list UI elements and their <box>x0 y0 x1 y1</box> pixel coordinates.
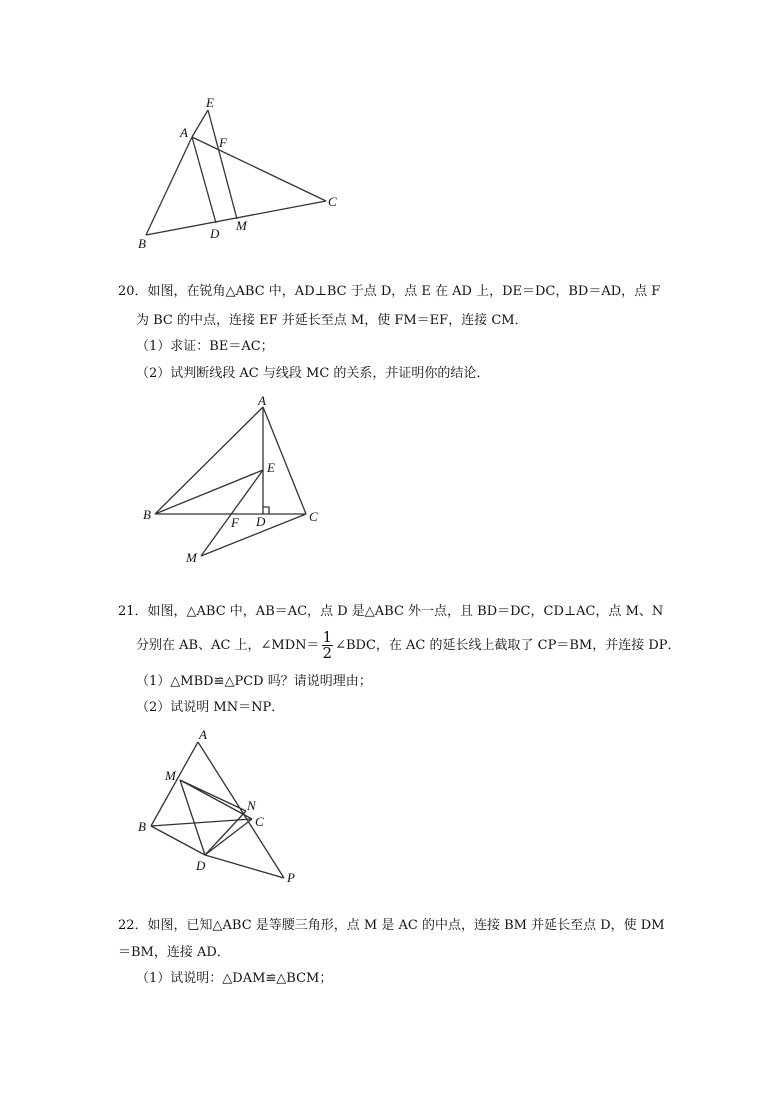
right-angle-mark <box>263 507 269 514</box>
segment-DN <box>205 811 246 855</box>
label-M: M <box>186 550 197 565</box>
fraction-numerator: 1 <box>322 628 333 646</box>
label-A: A <box>199 727 207 742</box>
segment-AC <box>192 137 326 201</box>
label-A: A <box>180 125 188 140</box>
segment-EM <box>208 110 237 219</box>
segment-DC <box>205 819 252 855</box>
segment-AD <box>192 137 216 223</box>
q21-statement-line2 <box>136 630 681 661</box>
label-M: M <box>165 768 176 783</box>
label-F: F <box>219 135 227 150</box>
q22-part1: （1）试说明：△DAM≌△BCM； <box>136 971 333 986</box>
figure-q19 <box>130 90 350 255</box>
q21-part1: （1）△MBD≌△PCD 吗？请说明理由； <box>136 674 372 689</box>
label-D: D <box>196 858 206 873</box>
label-P: P <box>287 870 295 885</box>
label-M: M <box>236 218 247 233</box>
segment-AB <box>155 407 263 514</box>
label-E: E <box>206 95 214 110</box>
label-D: D <box>210 226 220 241</box>
q21-text-after-fraction: ∠BDC，在 AC 的延长线上截取了 CP＝BM，并连接 DP． <box>335 638 681 653</box>
label-C: C <box>255 814 264 829</box>
label-B: B <box>143 507 151 522</box>
label-N: N <box>247 798 256 813</box>
label-B: B <box>138 236 146 251</box>
q21-text-before-fraction: 分别在 AB、AC 上，∠MDN＝ <box>136 638 320 653</box>
q20-statement-line1: 20．如图，在锐角△ABC 中，AD⊥BC 于点 D，点 E 在 AD 上，DE＝DC，BD＝AD，点 F <box>118 284 661 299</box>
q21-part2: （2）试说明 MN＝NP． <box>136 700 285 715</box>
label-B: B <box>138 819 146 834</box>
figure-q21 <box>135 722 310 892</box>
q20-part2: （2）试判断线段 AC 与线段 MC 的关系，并证明你的结论． <box>136 366 490 381</box>
q22-statement-line1: 22．如图，已知△ABC 是等腰三角形，点 M 是 AC 的中点，连接 BM 并延长至点 D，使 DM <box>118 918 665 933</box>
q21-statement-line1: 21．如图，△ABC 中，AB＝AC，点 D 是△ABC 外一点，且 BD＝DC，CD⊥AC，点 M、N <box>118 604 664 619</box>
figure-q20 <box>135 390 335 570</box>
label-A: A <box>258 393 266 408</box>
q20-part1: （1）求证：BE＝AC； <box>136 339 274 354</box>
fraction-denominator: 2 <box>322 644 333 662</box>
fraction-one-half <box>322 630 334 661</box>
segment-AB <box>146 137 192 235</box>
label-F: F <box>231 515 239 530</box>
label-C: C <box>328 194 337 209</box>
label-D: D <box>256 514 266 529</box>
q22-statement-line2: ＝BM，连接 AD． <box>118 945 230 960</box>
label-C: C <box>309 509 318 524</box>
q20-statement-line2: 为 BC 的中点，连接 EF 并延长至点 M，使 FM＝EF，连接 CM． <box>136 313 528 328</box>
label-E: E <box>267 460 275 475</box>
segment-AE <box>192 110 208 137</box>
segment-AP <box>198 742 284 878</box>
